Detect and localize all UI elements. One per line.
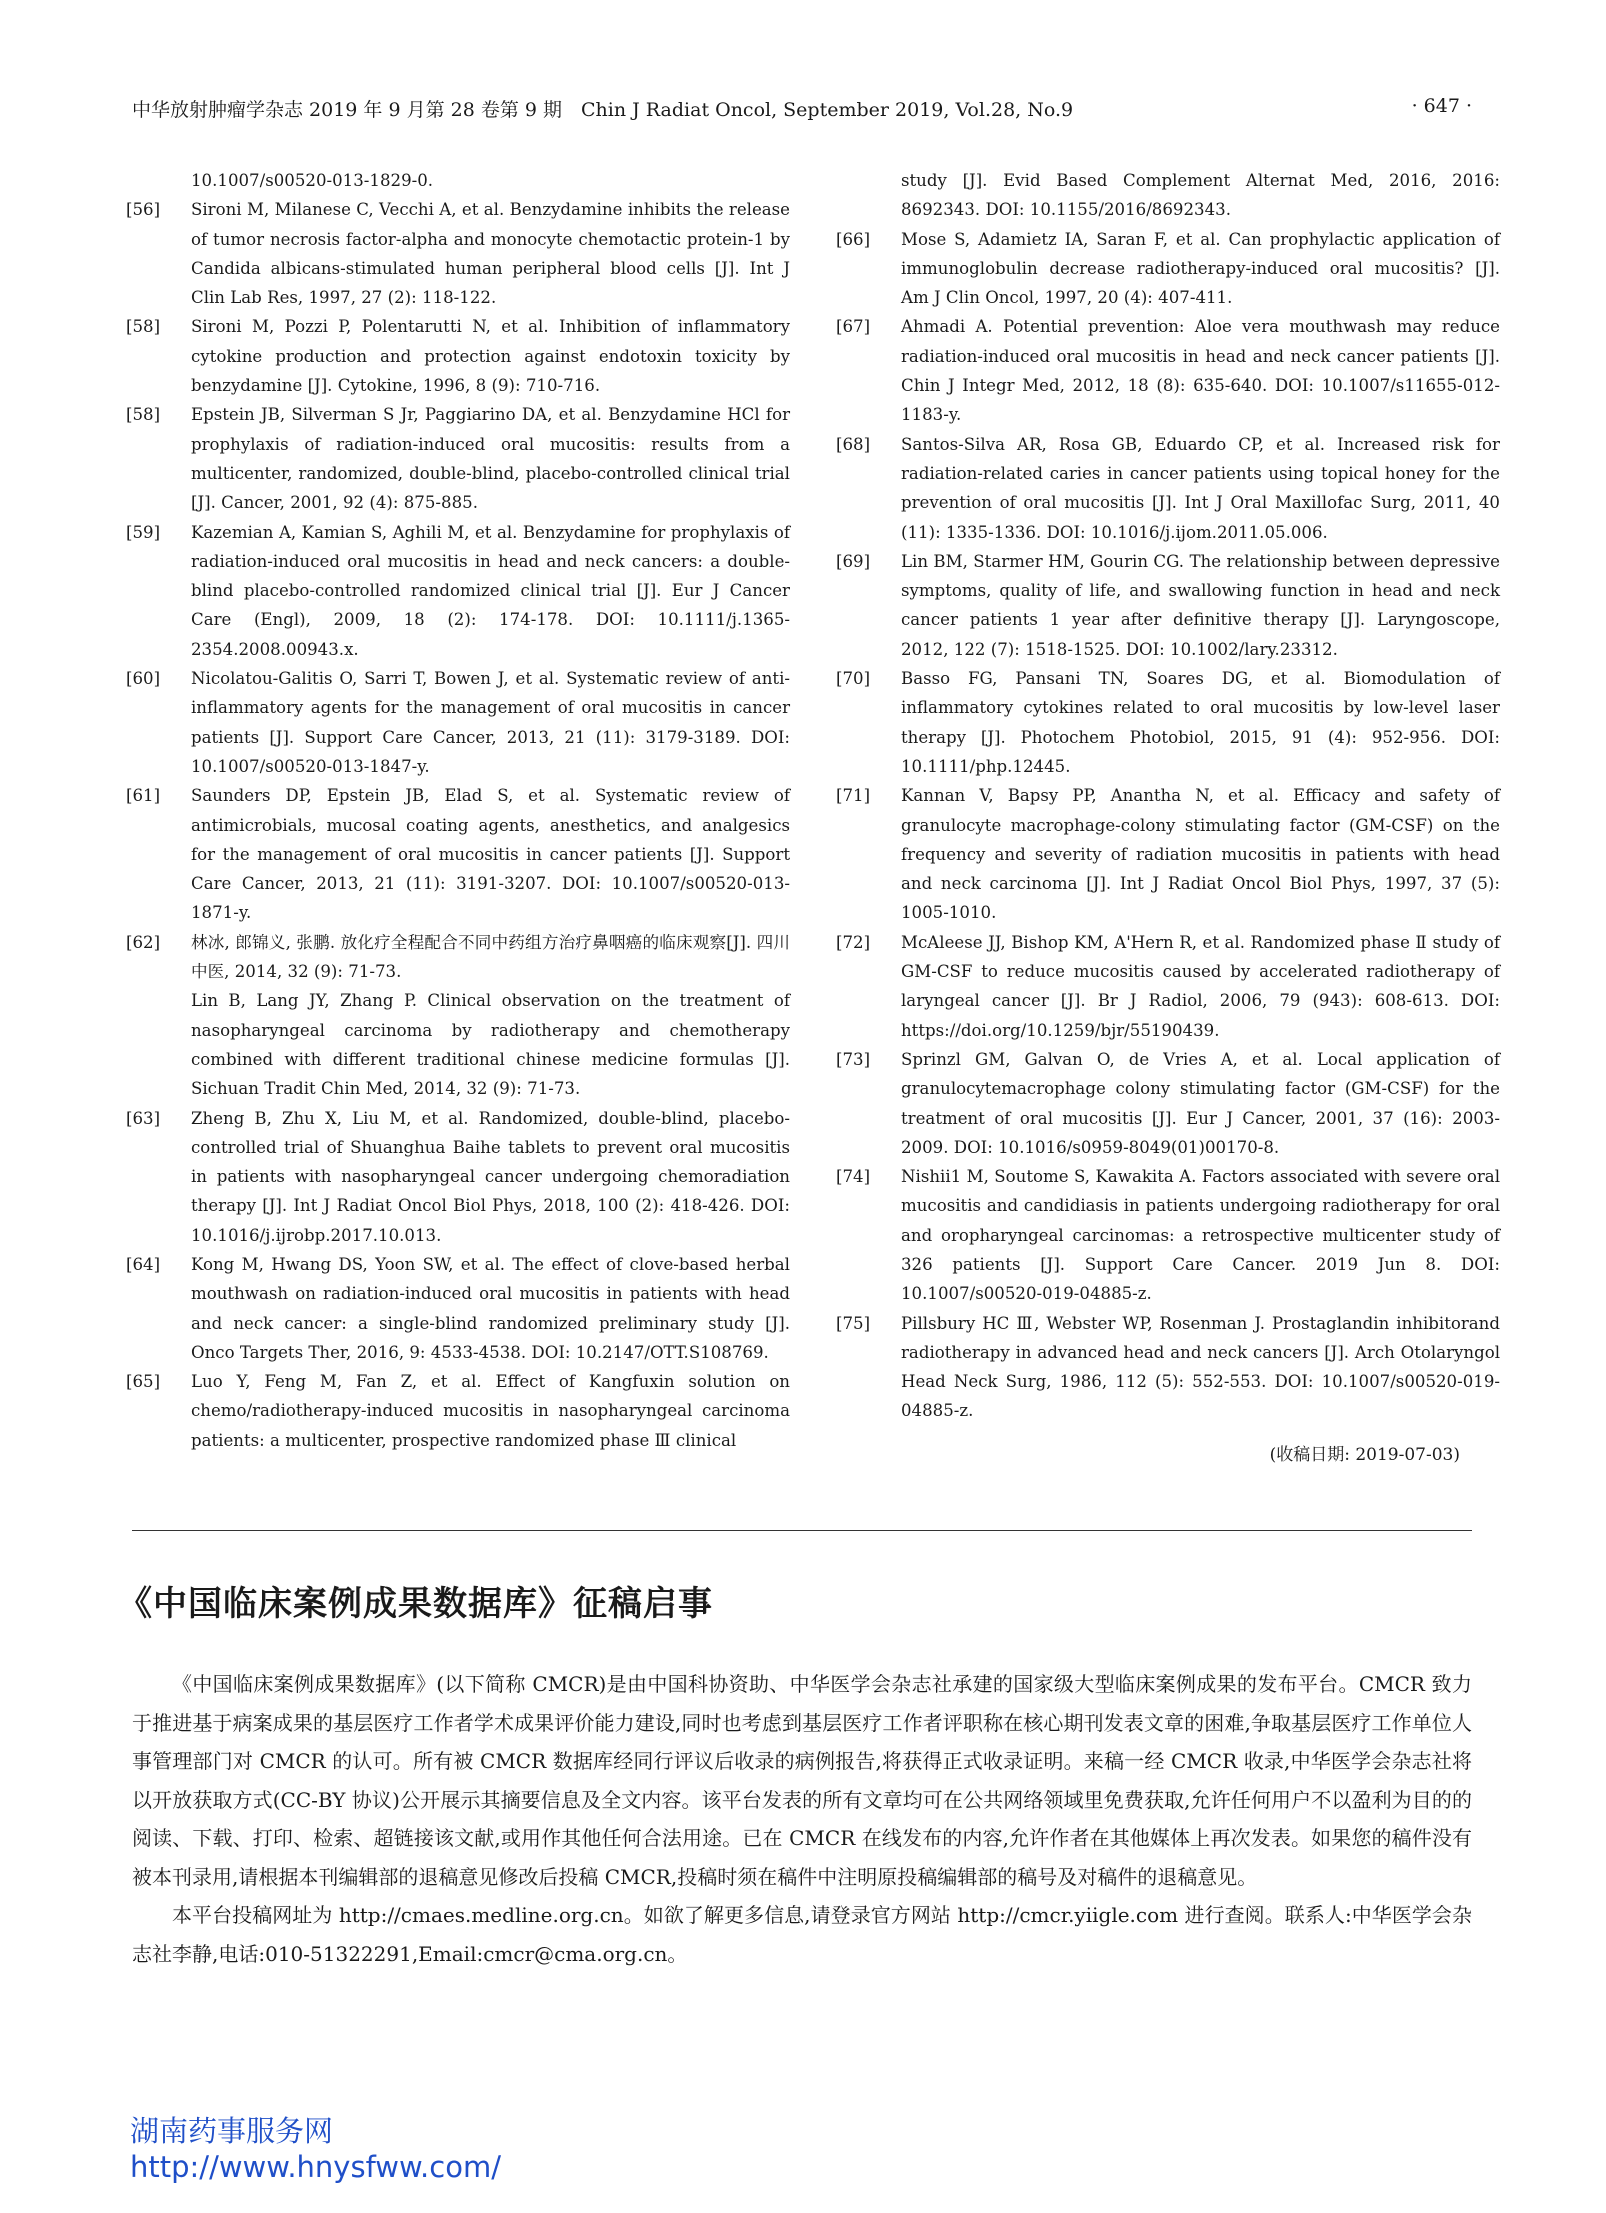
reference-text: 10.1007/s00520-013-1829-0. <box>191 171 434 190</box>
notice-paragraph: 本平台投稿网址为 http://cmaes.medline.org.cn。如欲了解更多信息,请登录官方网站 http://cmcr.yiigle.com 进行查阅。联系人:中华医学会杂志社李静,电话:010-51322291,Email:cmcr@cma.org.cn。 <box>132 1903 1472 1966</box>
references-left-column <box>126 166 790 1455</box>
reference-text: Lin B, Lang JY, Zhang P. Clinical observation on the treatment of nasopharyngeal carcinoma by radiotherapy and chemotherapy combined with different traditional chinese medicine formulas [J]. Sichuan Tradit Chin Med, 2014, 32 (9): 71-73. <box>191 991 790 1099</box>
reference-number: [75] <box>836 1313 871 1333</box>
reference-text: Nishii1 M, Soutome S, Kawakita A. Factors associated with severe oral mucositis and candidiasis in patients undergoing radiotherapy for oral and oropharyngeal carcinomas: a retrospective multicenter study of 326 patients [J]. Support Care Cancer. 2019 Jun 8. DOI: 10.1007/s00520-019-04885-z. <box>901 1167 1500 1304</box>
notice-paragraph: 《中国临床案例成果数据库》(以下简称 CMCR)是由中国科协资助、中华医学会杂志社承建的国家级大型临床案例成果的发布平台。CMCR 致力于推进基于病案成果的基层医疗工作者学术成果评价能力建设,同时也考虑到基层医疗工作者评职称在核心期刊发表文章的困难,争取基层医疗工作单位人事管理部门对 CMCR 的认可。所有被 CMCR 数据库经同行评议后收录的病例报告,将获得正式收录证明。来稿一经 CMCR 收录,中华医学会杂志社将以开放获取方式(CC-BY 协议)公开展示其摘要信息及全文内容。该平台发表的所有文章均可在公共网络领域里免费获取,允许任何用户不以盈利为目的的阅读、下载、打印、检索、超链接该文献,或用作其他任何合法用途。已在 CMCR 在线发布的内容,允许作者在其他媒体上再次发表。如果您的稿件没有被本刊录用,请根据本刊编辑部的退稿意见修改后投稿 CMCR,投稿时须在稿件中注明原投稿编辑部的稿号及对稿件的退稿意见。 <box>132 1672 1472 1889</box>
reference-number: [58] <box>126 405 161 425</box>
reference-text: Luo Y, Feng M, Fan Z, et al. Effect of Kangfuxin solution on chemo/radiotherapy-induced mucositis in nasopharyngeal carcinoma patients: a multicenter, prospective randomized phase Ⅲ clinical <box>191 1372 790 1450</box>
reference-text: Sironi M, Pozzi P, Polentarutti N, et al. Inhibition of inflammatory cytokine production and protection against endotoxin toxicity by benzydamine [J]. Cytokine, 1996, 8 (9): 710-716. <box>191 317 790 396</box>
watermark-name: 湖南药事服务网 <box>130 2114 334 2148</box>
reference-entry <box>126 664 790 781</box>
reference-text: Epstein JB, Silverman S Jr, Paggiarino DA, et al. Benzydamine HCl for prophylaxis of radiation-induced oral mucositis: results from a multicenter, randomized, double-blind, placebo-controlled clinical trial [J]. Cancer, 2001, 92 (4): 875-885. <box>191 405 790 513</box>
watermark[interactable] <box>130 2113 501 2185</box>
reference-text: McAleese JJ, Bishop KM, A'Hern R, et al. Randomized phase Ⅱ study of GM-CSF to reduce mucositis caused by accelerated radiotherapy of laryngeal cancer [J]. Br J Radiol, 2006, 79 (943): 608-613. DOI: https://doi.org/10.1259/bjr/55190439. <box>901 932 1500 1040</box>
journal-citation: 中华放射肿瘤学杂志 2019 年 9 月第 28 卷第 9 期 Chin J Radiat Oncol, September 2019, Vol.28, No.9 <box>132 99 1074 121</box>
reference-number: [61] <box>126 786 161 806</box>
reference-text: 林冰, 郎锦义, 张鹏. 放化疗全程配合不同中药组方治疗鼻咽癌的临床观察[J]. 四川中医, 2014, 32 (9): 71-73. <box>191 932 790 982</box>
reference-text: Nicolatou-Galitis O, Sarri T, Bowen J, et al. Systematic review of anti-inflammatory agents for the management of oral mucositis in cancer patients [J]. Support Care Cancer, 2013, 21 (11): 3179-3189. DOI: 10.1007/s00520-013-1847-y. <box>191 669 790 776</box>
reference-number: [68] <box>836 434 871 454</box>
reference-entry <box>126 1104 790 1250</box>
section-divider <box>132 1530 1472 1531</box>
reference-text: Ahmadi A. Potential prevention: Aloe vera mouthwash may reduce radiation-induced oral mucositis in head and neck cancer patients [J]. Chin J Integr Med, 2012, 18 (8): 635-640. DOI: 10.1007/s11655-012-1183-y. <box>901 317 1500 425</box>
reference-entry <box>836 1309 1500 1426</box>
reference-entry <box>836 1162 1500 1308</box>
reference-entry <box>126 1367 790 1455</box>
reference-number: [72] <box>836 932 871 952</box>
reference-text: Zheng B, Zhu X, Liu M, et al. Randomized, double-blind, placebo-controlled trial of Shuanghua Baihe tablets to prevent oral mucositis in patients with nasopharyngeal cancer undergoing chemoradiation therapy [J]. Int J Radiat Oncol Biol Phys, 2018, 100 (2): 418-426. DOI: 10.1016/j.ijrobp.2017.10.013. <box>191 1108 790 1245</box>
reference-text: Lin BM, Starmer HM, Gourin CG. The relationship between depressive symptoms, quality of life, and swallowing function in head and neck cancer patients 1 year after definitive therapy [J]. Laryngoscope, 2012, 122 (7): 1518-1525. DOI: 10.1002/lary.23312. <box>901 551 1500 659</box>
reference-text: Kong M, Hwang DS, Yoon SW, et al. The effect of clove-based herbal mouthwash on radiation-induced oral mucositis in patients with head and neck cancer: a single-blind randomized preliminary study [J]. Onco Targets Ther, 2016, 9: 4533-4538. DOI: 10.2147/OTT.S108769. <box>191 1254 790 1362</box>
reference-entry <box>126 195 790 312</box>
reference-entry <box>126 1250 790 1367</box>
reference-entry <box>836 1045 1500 1162</box>
reference-entry <box>126 928 790 987</box>
reference-number: [71] <box>836 786 871 806</box>
reference-text: Saunders DP, Epstein JB, Elad S, et al. Systematic review of antimicrobials, mucosal coating agents, anesthetics, and analgesics for the management of oral mucositis in cancer patients [J]. Support Care Cancer, 2013, 21 (11): 3191-3207. DOI: 10.1007/s00520-013-1871-y. <box>191 786 790 923</box>
reference-number: [63] <box>126 1108 161 1128</box>
reference-number: [65] <box>126 1372 161 1392</box>
reference-entry <box>836 664 1500 781</box>
reference-number: [59] <box>126 522 161 542</box>
reference-text: Sprinzl GM, Galvan O, de Vries A, et al. Local application of granulocytemacrophage colony stimulating factor (GM-CSF) for the treatment of oral mucositis [J]. Eur J Cancer, 2001, 37 (16): 2003-2009. DOI: 10.1016/s0959-8049(01)00170-8. <box>901 1049 1500 1157</box>
reference-text: Sironi M, Milanese C, Vecchi A, et al. Benzydamine inhibits the release of tumor necrosis factor-alpha and monocyte chemotactic protein-1 by Candida albicans-stimulated human peripheral blood cells [J]. Int J Clin Lab Res, 1997, 27 (2): 118-122. <box>191 200 790 308</box>
reference-number: [66] <box>836 229 871 249</box>
watermark-url[interactable]: http://www.hnysfww.com/ <box>130 2150 501 2184</box>
references-right-column <box>836 166 1500 1465</box>
reference-number: [56] <box>126 200 161 220</box>
reference-text: Kazemian A, Kamian S, Aghili M, et al. Benzydamine for prophylaxis of radiation-induced oral mucositis in head and neck cancers: a double-blind placebo-controlled randomized clinical trial [J]. Eur J Cancer Care (Engl), 2009, 18 (2): 174-178. DOI: 10.1111/j.1365-2354.2008.00943.x. <box>191 522 790 659</box>
running-header <box>132 95 1472 127</box>
notice-title: 《中国临床案例成果数据库》征稿启事 <box>118 1584 713 1624</box>
reference-text: Kannan V, Bapsy PP, Anantha N, et al. Efficacy and safety of granulocyte macrophage-colony stimulating factor (GM-CSF) on the frequency and severity of radiation mucositis in patients with head and neck carcinoma [J]. Int J Radiat Oncol Biol Phys, 1997, 37 (5): 1005-1010. <box>901 786 1500 923</box>
reference-entry <box>126 166 790 195</box>
reference-entry <box>836 928 1500 1045</box>
reference-text: Basso FG, Pansani TN, Soares DG, et al. Biomodulation of inflammatory cytokines related to oral mucositis by low-level laser therapy [J]. Photochem Photobiol, 2015, 91 (4): 952-956. DOI: 10.1111/php.12445. <box>901 669 1500 776</box>
reference-text: study [J]. Evid Based Complement Alternat Med, 2016, 2016: 8692343. DOI: 10.1155/2016/8692343. <box>901 171 1500 220</box>
reference-number: [74] <box>836 1167 871 1187</box>
reference-number: [60] <box>126 669 161 689</box>
reference-text: Santos-Silva AR, Rosa GB, Eduardo CP, et al. Increased risk for radiation-related caries in cancer patients using topical honey for the prevention of oral mucositis [J]. Int J Oral Maxillofac Surg, 2011, 40 (11): 1335-1336. DOI: 10.1016/j.ijom.2011.05.006. <box>901 434 1500 542</box>
reference-text: Pillsbury HC Ⅲ, Webster WP, Rosenman J. Prostaglandin inhibitorand radiotherapy in advanced head and neck cancers [J]. Arch Otolaryngol Head Neck Surg, 1986, 112 (5): 552-553. DOI: 10.1007/s00520-019-04885-z. <box>901 1313 1500 1421</box>
reference-entry <box>836 781 1500 927</box>
reference-entry <box>126 312 790 400</box>
reference-entry <box>836 312 1500 429</box>
reference-number: [64] <box>126 1254 161 1274</box>
reference-entry <box>126 400 790 517</box>
reference-number: [62] <box>126 932 161 952</box>
reference-entry <box>836 430 1500 547</box>
reference-number: [70] <box>836 669 871 689</box>
notice-body <box>132 1665 1472 1973</box>
reference-number: [67] <box>836 317 871 337</box>
reference-number: [69] <box>836 551 871 571</box>
reference-entry <box>126 781 790 927</box>
reference-text: Mose S, Adamietz IA, Saran F, et al. Can prophylactic application of immunoglobulin decrease radiotherapy-induced oral mucositis? [J]. Am J Clin Oncol, 1997, 20 (4): 407-411. <box>901 229 1500 308</box>
reference-entry <box>836 547 1500 664</box>
reference-entry <box>126 986 790 1103</box>
page-number: · 647 · <box>1411 95 1472 117</box>
reference-number: [73] <box>836 1049 871 1069</box>
reference-entry <box>836 166 1500 225</box>
reference-number: [58] <box>126 317 161 337</box>
reference-entry <box>836 225 1500 313</box>
reference-entry <box>126 518 790 664</box>
received-date: (收稿日期: 2019-07-03) <box>1269 1444 1460 1465</box>
